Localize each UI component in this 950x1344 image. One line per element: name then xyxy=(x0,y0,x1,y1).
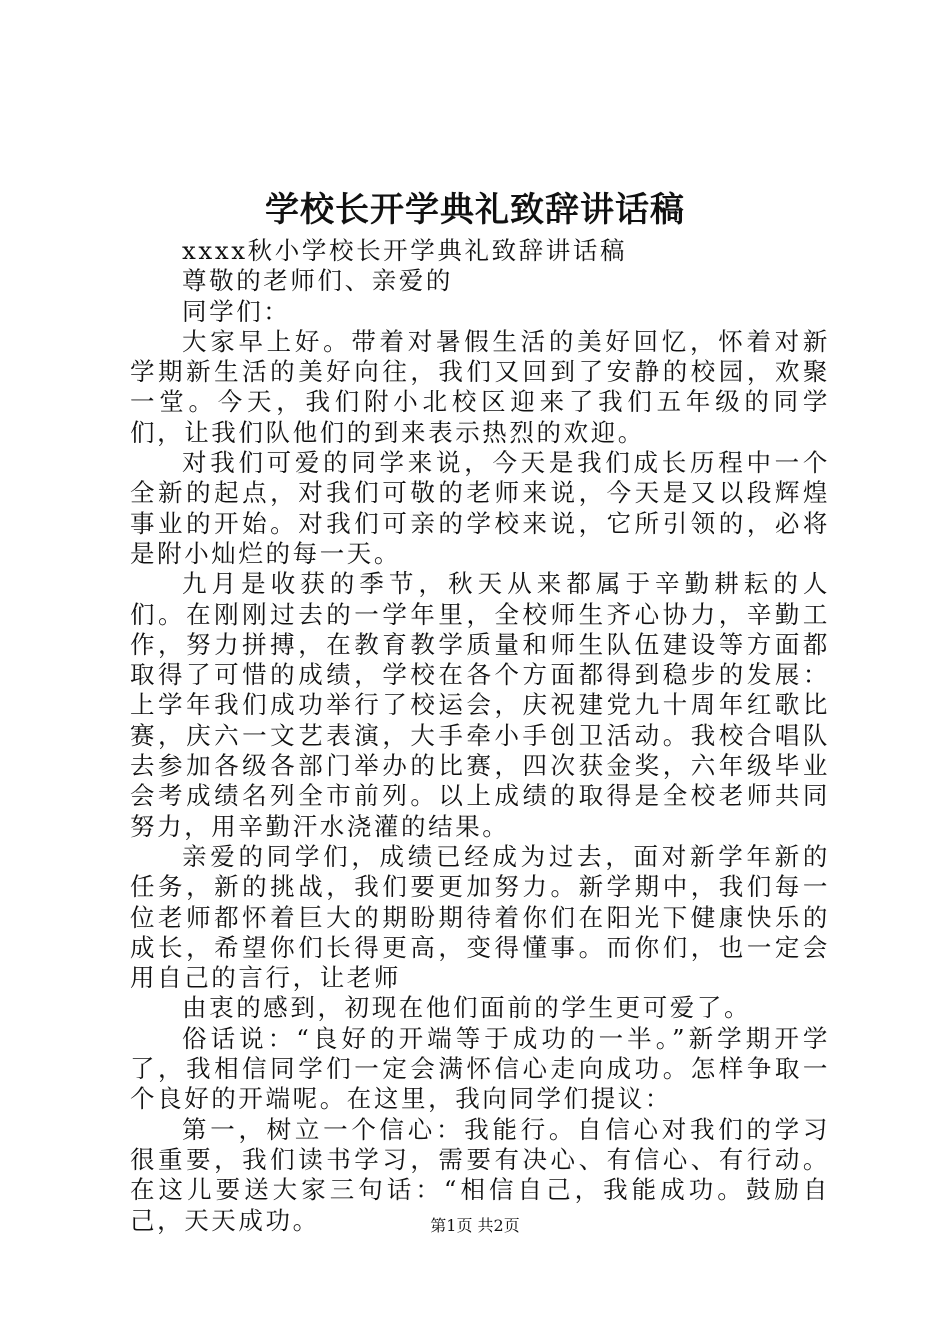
paragraph-achievements: 九月是收获的季节，秋天从来都属于辛勤耕耘的人们。在刚刚过去的一学年里，全校师生齐心协力，辛勤工作，努力拼搏，在教育教学质量和师生队伍建设等方面都取得了可惜的成绩，学校在各个方面都得到稳步的发展：上学年我们成功举行了校运会，庆祝建党九十周年红歌比赛，庆六一文艺表演，大手牵小手创卫活动。我校合唱队去参加各级各部门举办的比赛，四次获金奖，六年级毕业会考成绩名列全市前列。以上成绩的取得是全校老师共同努力，用辛勤汗水浇灌的结果。 xyxy=(130,569,830,841)
paragraph-subtitle: xxxx秋小学校长开学典礼致辞讲话稿 xyxy=(182,236,628,265)
paragraph-salutation: 尊敬的老师们、亲爱的 xyxy=(182,266,453,296)
paragraph-first-point: 第一，树立一个信心：我能行。自信心对我们的学习很重要，我们读书学习，需要有决心、有信心、有行动。在这儿要送大家三句话：“相信自己，我能成功。鼓励自己，天天成功。 xyxy=(130,1114,830,1235)
paragraph-new-start: 对我们可爱的同学来说，今天是我们成长历程中一个全新的起点，对我们可敬的老师来说，今天是又以段辉煌事业的开始。对我们可亲的学校来说，它所引领的，必将是附小灿烂的每一天。 xyxy=(130,448,830,568)
paragraph-salutation-cont: 同学们： xyxy=(182,296,291,326)
document-title: 学校长开学典礼致辞讲话稿 xyxy=(265,190,685,230)
paragraph-encouragement-cont: 由衷的感到，初现在他们面前的学生更可爱了。 xyxy=(182,993,752,1023)
paragraph-greeting: 大家早上好。带着对暑假生活的美好回忆，怀着对新学期新生活的美好向往，我们又回到了安静的校园，欢聚一堂。今天，我们附小北校区迎来了我们五年级的同学们，让我们队他们的到来表示热烈的欢迎。 xyxy=(130,326,830,447)
page-number-footer: 第1页 共2页 xyxy=(430,1216,520,1235)
paragraph-proverb: 俗话说：“良好的开端等于成功的一半。”新学期开学了，我相信同学们一定会满怀信心走向成功。怎样争取一个良好的开端呢。在这里，我向同学们提议： xyxy=(130,1023,830,1114)
document-body xyxy=(130,236,830,1236)
paragraph-encouragement: 亲爱的同学们，成绩已经成为过去，面对新学年新的任务，新的挑战，我们要更加努力。新学期中，我们每一位老师都怀着巨大的期盼期待着你们在阳光下健康快乐的成长，希望你们长得更高，变得懂事。而你们，也一定会用自己的言行，让老师 xyxy=(130,841,830,993)
